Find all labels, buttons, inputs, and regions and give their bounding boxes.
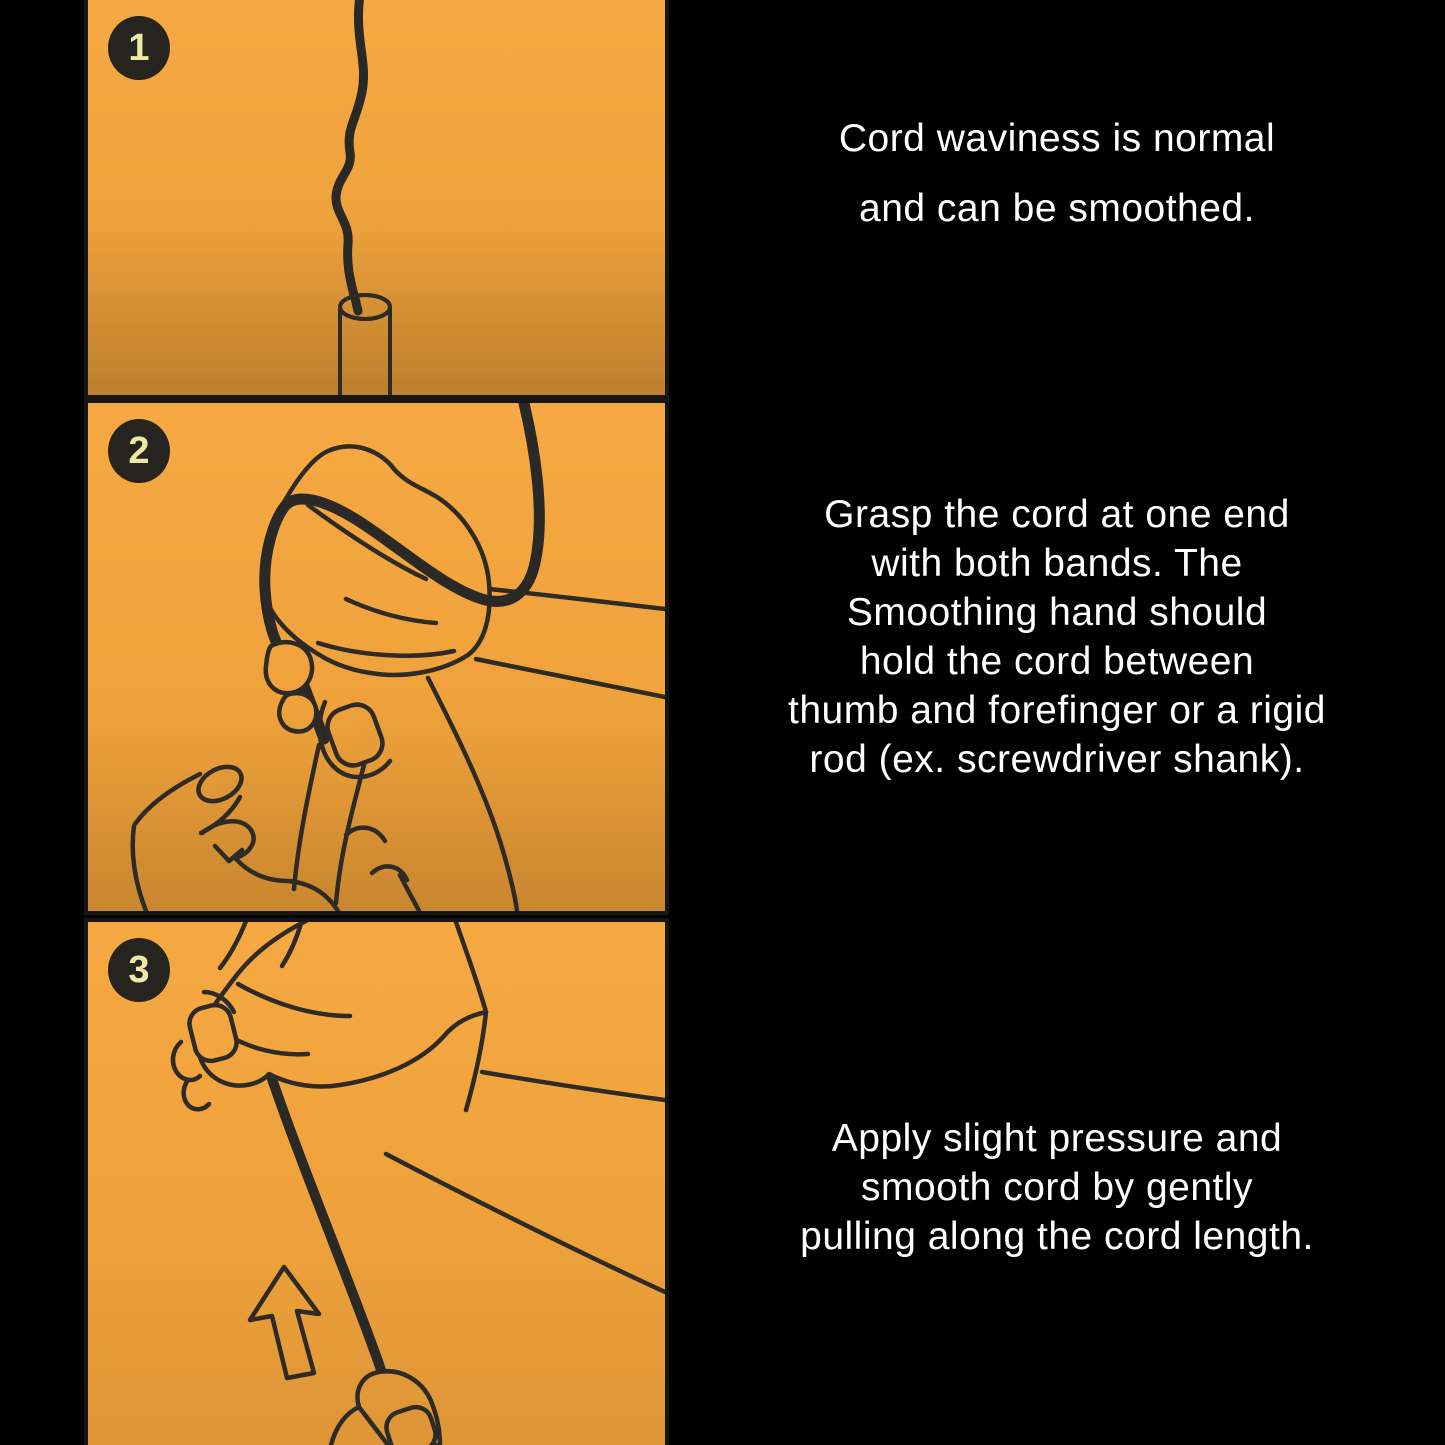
caption-line: Smoothing hand should — [846, 591, 1268, 634]
cord-end-in-tube — [355, 298, 358, 311]
step-3-badge — [108, 938, 170, 1002]
step-2-caption — [700, 490, 1414, 784]
step-1-caption — [700, 104, 1414, 244]
step-1-badge — [108, 16, 170, 80]
step-2-illustration — [88, 403, 665, 911]
step-1-panel — [88, 0, 665, 395]
caption-line: pulling along the cord length. — [800, 1215, 1314, 1258]
caption-line: thumb and forefinger or a rigid — [788, 689, 1326, 732]
step-2-panel — [88, 403, 665, 911]
panel-1-background — [88, 0, 665, 395]
step-1-number: 1 — [128, 26, 150, 69]
caption-line: Cord waviness is normal — [838, 117, 1276, 160]
caption-line: hold the cord between — [859, 640, 1255, 683]
caption-line: and can be smoothed. — [859, 187, 1255, 230]
caption-line: smooth cord by gently — [860, 1166, 1254, 1209]
step-3-number: 3 — [128, 948, 150, 991]
fist-thumb-knuckle-lower — [279, 693, 316, 731]
step-3-caption — [700, 1114, 1414, 1261]
caption-line: with both bands. The — [871, 542, 1243, 585]
caption-line: Apply slight pressure and — [831, 1117, 1283, 1160]
fist-thumb-knuckle-upper — [266, 642, 312, 693]
step-3-panel — [88, 922, 665, 1445]
step-3-illustration — [88, 922, 665, 1445]
caption-line: rod (ex. screwdriver shank). — [809, 738, 1305, 781]
caption-line: Grasp the cord at one end — [824, 493, 1290, 536]
step-2-badge — [108, 419, 170, 483]
step-2-number: 2 — [128, 429, 150, 472]
step-1-illustration — [88, 0, 665, 395]
